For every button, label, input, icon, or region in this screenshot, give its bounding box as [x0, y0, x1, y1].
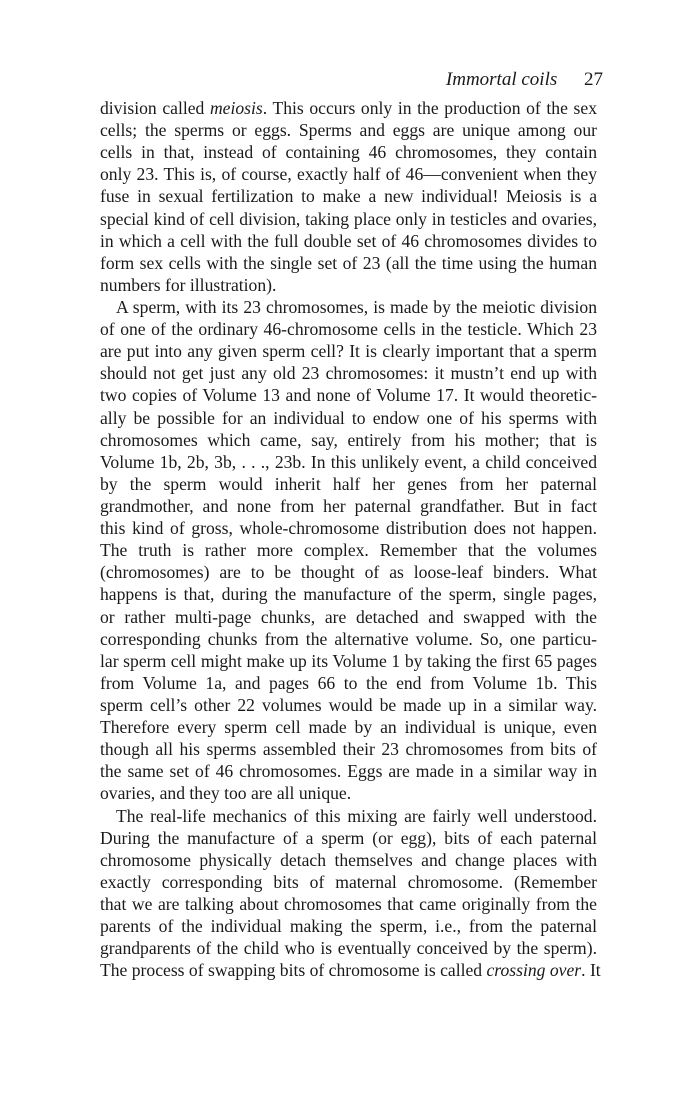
text-run: only 23. This is, of course, exactly half of 46—convenient when they [100, 164, 597, 185]
text-run: lar sperm cell might make up its Volume 1 by taking the first 65 pages [100, 650, 597, 671]
text-line [100, 185, 597, 207]
text-run: . It [581, 960, 601, 981]
text-run: special kind of cell division, taking place only in testicles and ovaries, [100, 208, 597, 229]
text-line [100, 539, 597, 561]
text-run: grandmother, and none from her paternal grandfather. But in fact [100, 495, 597, 516]
text-line [100, 451, 597, 473]
text-line [100, 296, 597, 318]
text-run: During the manufacture of a sperm (or egg), bits of each paternal [100, 827, 597, 848]
text-run: numbers for illustration). [100, 274, 277, 295]
text-run: form sex cells with the single set of 23 (all the time using the human [100, 252, 597, 273]
text-line [100, 362, 597, 384]
text-line [100, 694, 597, 716]
text-line [100, 473, 597, 495]
text-run: happens is that, during the manufacture of the sperm, single pages, [100, 584, 597, 605]
text-line [100, 163, 597, 185]
text-line [100, 782, 597, 804]
text-line [100, 252, 597, 274]
text-line [100, 384, 597, 406]
text-line [100, 937, 597, 959]
text-line [100, 141, 597, 163]
text-run: two copies of Volume 13 and none of Volume 17. It would theoretic- [100, 385, 597, 406]
page-number: 27 [584, 69, 603, 90]
text-line [100, 583, 597, 605]
text-run: The truth is rather more complex. Remember that the volumes [100, 540, 597, 561]
italic-term: meiosis [209, 98, 263, 118]
text-run: cells; the sperms or eggs. Sperms and eggs are unique among our [100, 120, 597, 141]
text-line [100, 407, 597, 429]
text-run: should not get just any old 23 chromosomes: it mustn’t end up with [100, 363, 597, 384]
text-line [100, 805, 597, 827]
text-run: ally be possible for an individual to endow one of his sperms with [100, 407, 597, 428]
text-run: cells in that, instead of containing 46 chromosomes, they contain [100, 142, 597, 163]
text-run: though all his sperms assembled their 23 chromosomes from bits of [100, 739, 597, 760]
text-line [100, 208, 597, 230]
text-line [100, 561, 597, 583]
text-run: grandparents of the child who is eventually conceived by the sperm). [100, 938, 597, 959]
text-run: The process of swapping bits of chromosome is called [100, 960, 487, 981]
text-line [100, 97, 597, 119]
text-line [100, 760, 597, 782]
text-line [100, 274, 597, 296]
text-run: ovaries, and they too are all unique. [100, 783, 352, 804]
text-line [100, 716, 597, 738]
text-line [100, 628, 597, 650]
text-run: by the sperm would inherit half her genes from her paternal [100, 473, 597, 494]
text-line [100, 650, 597, 672]
text-line [100, 893, 597, 915]
text-run: Volume 1b, 2b, 3b, . . ., 23b. In this unlikely event, a child conceived [100, 451, 597, 472]
text-line [100, 119, 597, 141]
text-run: or rather multi-page chunks, are detached and swapped with the [100, 606, 597, 627]
text-run: fuse in sexual fertilization to make a new individual! Meiosis is a [100, 186, 597, 207]
text-line [100, 517, 597, 539]
text-run: this kind of gross, whole-chromosome distribution does not happen. [100, 518, 597, 539]
text-run: chromosomes which came, say, entirely from his mother; that is [100, 429, 597, 450]
text-run: corresponding chunks from the alternative volume. So, one particu- [100, 628, 597, 649]
text-line [100, 827, 597, 849]
text-run: in which a cell with the full double set of 46 chromosomes divides to [100, 230, 597, 251]
text-line [100, 606, 597, 628]
running-head [446, 68, 603, 92]
text-line [100, 429, 597, 451]
text-run: of one of the ordinary 46-chromosome cells in the testicle. Which 23 [100, 319, 597, 340]
text-line [100, 672, 597, 694]
text-line [100, 230, 597, 252]
text-run: division called [100, 98, 210, 118]
text-run: sperm cell’s other 22 volumes would be made up in a similar way. [100, 694, 597, 715]
text-line [100, 871, 597, 893]
text-run: Therefore every sperm cell made by an individual is unique, even [100, 717, 597, 738]
text-line [100, 318, 597, 340]
text-line [100, 340, 597, 362]
text-run: The real-life mechanics of this mixing are fairly well understood. [116, 805, 597, 826]
body-text [100, 97, 601, 981]
text-line [100, 738, 597, 760]
text-line [100, 959, 601, 981]
text-run: exactly corresponding bits of maternal chromosome. (Remember [100, 871, 597, 892]
italic-term: crossing over [486, 960, 582, 981]
text-run: parents of the individual making the sperm, i.e., from the paternal [100, 916, 597, 937]
text-run: A sperm, with its 23 chromosomes, is made by the meiotic division [116, 296, 597, 317]
text-line [100, 849, 597, 871]
text-run: are put into any given sperm cell? It is clearly important that a sperm [100, 341, 597, 362]
text-run: that we are talking about chromosomes that came originally from the [100, 893, 597, 914]
running-head-title: Immortal coils [445, 69, 558, 90]
text-run: from Volume 1a, and pages 66 to the end from Volume 1b. This [100, 672, 597, 693]
text-run: . This occurs only in the production of the sex [262, 98, 597, 118]
text-run: the same set of 46 chromosomes. Eggs are made in a similar way in [100, 761, 597, 782]
text-run: (chromosomes) are to be thought of as loose-leaf binders. What [100, 562, 597, 583]
text-run: chromosome physically detach themselves and change places with [100, 849, 597, 870]
text-line [100, 495, 597, 517]
text-line [100, 915, 597, 937]
